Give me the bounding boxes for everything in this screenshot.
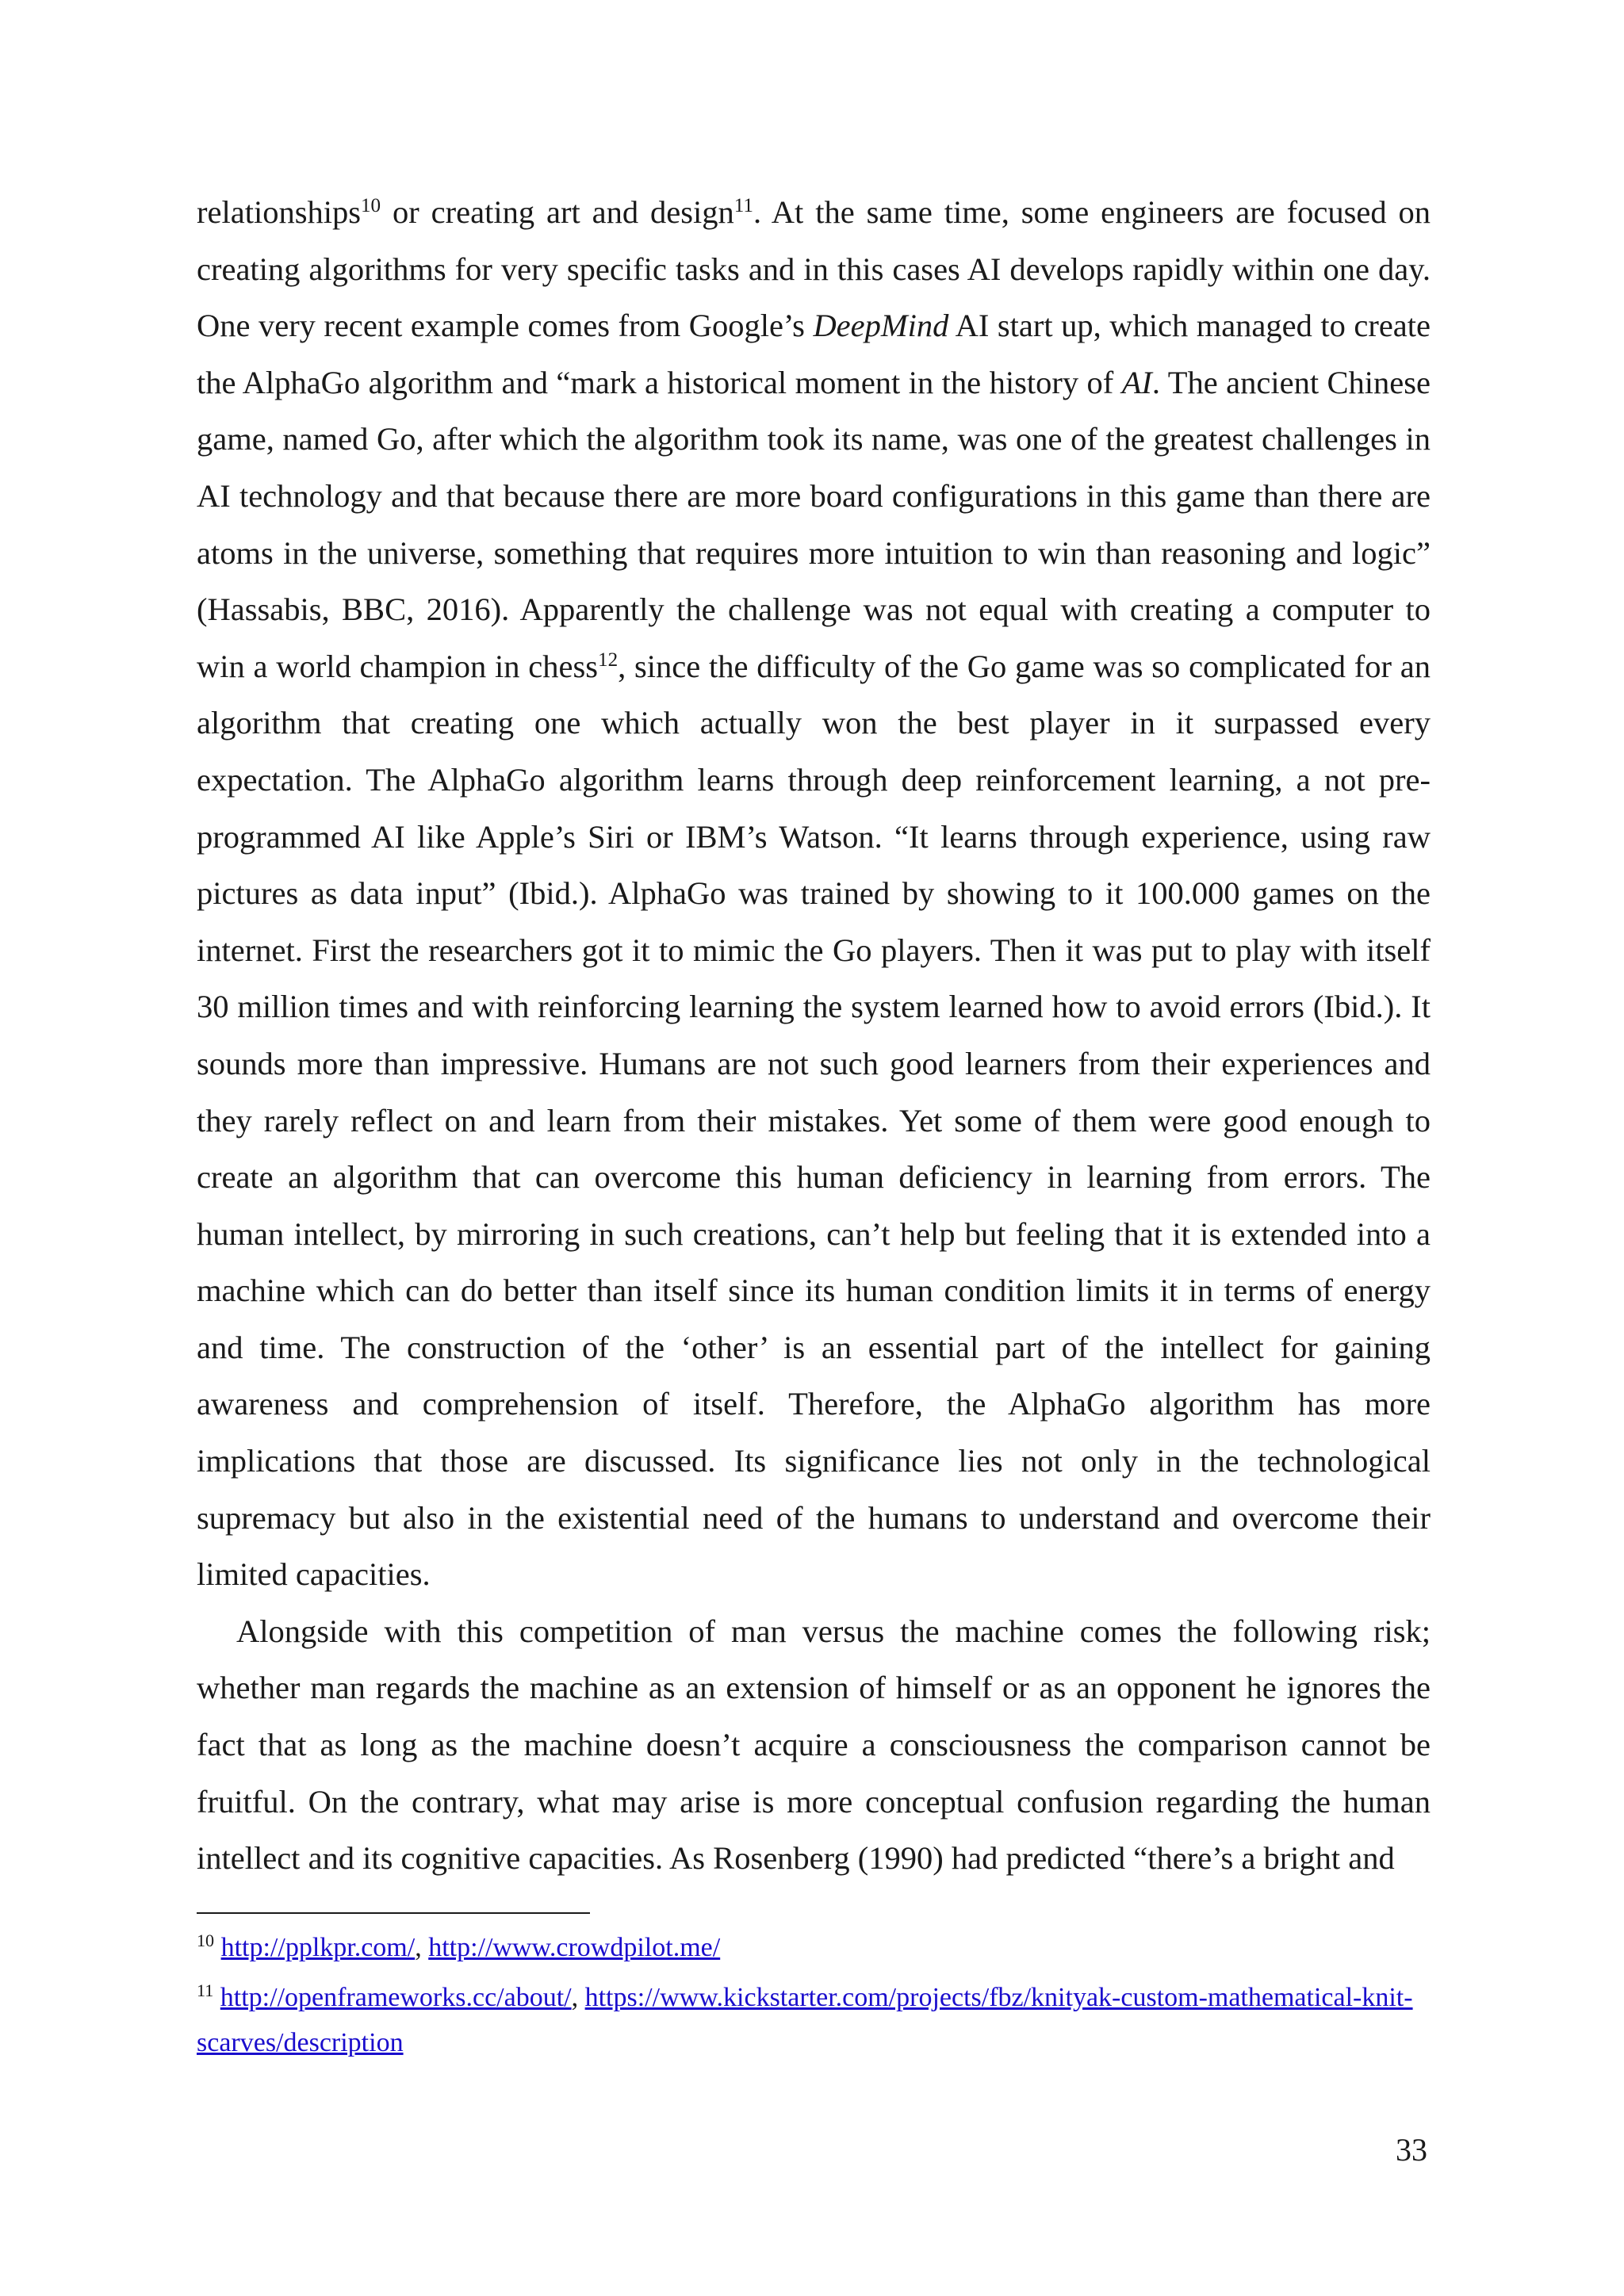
footnote-link[interactable]: http://openframeworks.cc/about/ [220,1983,572,2012]
footnote-reference: 10 [360,195,381,217]
footnote-number: 11 [197,1980,214,2000]
footnote-separator [197,1912,590,1914]
footnotes [197,1925,1431,2065]
paragraph [197,1603,1431,1887]
text-run: . The ancient Chinese game, named Go, after which the algorithm took its name, was one of the greatest challenges in AI technology and that because there are more board configurations in this game than there are atoms in the universe, something that requires more intuition to win than reasoning and logic” (Hassabis, BBC, 2016). Apparently the challenge was not equal with creating a computer to win a world champion in chess [197,364,1431,684]
footnote-reference: 12 [598,649,619,671]
paragraph [197,184,1431,1603]
footnote-link[interactable]: http://pplkpr.com/ [220,1933,416,1962]
footnote [197,1975,1431,2065]
footnote-link[interactable]: https://www.kickstarter.com/projects/fbz/knityak-custom-mathematical-knit-scarves/description [197,1983,1413,2057]
text-run: Alongside with this competition of man versus the machine comes the following risk; whether man regards the machine as an extension of himself or as an opponent he ignores the fact that as long as the machine doesn’t acquire a consciousness the comparison cannot be fruitful. On the contrary, what may arise is more conceptual confusion regarding the human intellect and its cognitive capacities. As Rosenberg (1990) had predicted “there’s a bright and [197,1613,1431,1877]
text-run: AI start up, which managed to create the AlphaGo algorithm and “mark a historical moment in the history of [197,308,1431,400]
footnote-separator-text: , [415,1933,429,1962]
italic-text: AI [1121,364,1152,400]
text-run: , since the difficulty of the Go game was so complicated for an algorithm that creating one which actually won the best player in it surpassed every expectation. The AlphaGo algorithm learns through deep reinforcement learning, a not pre-programmed AI like Apple’s Siri or IBM’s Watson. “It learns through experience, using raw pictures as data input” (Ibid.). AlphaGo was trained by showing to it 100.000 games on the internet. First the researchers got it to mimic the Go players. Then it was put to play with itself 30 million times and with reinforcing learning the system learned how to avoid errors (Ibid.). It sounds more than impressive. Humans are not such good learners from their experiences and they rarely reflect on and learn from their mistakes. Yet some of them were good enough to create an algorithm that can overcome this human deficiency in learning from errors. The human intellect, by mirroring in such creations, can’t help but feeling that it is extended into a machine which can do better than itself since its human condition limits it in terms of energy and time. The construction of the ‘other’ is an essential part of the intellect for gaining awareness and comprehension of itself. Therefore, the AlphaGo algorithm has more implications that those are discussed. Its significance lies not only in the technological supremacy but also in the existential need of the humans to understand and overcome their limited capacities. [197,648,1431,1593]
footnote-link[interactable]: http://www.crowdpilot.me/ [428,1933,721,1962]
footnote [197,1925,1431,1970]
text-run: or creating art and design [381,194,734,230]
text-run: relationships [197,194,361,230]
footnote-separator-text: , [571,1983,585,2012]
footnote-number: 10 [197,1930,215,1950]
body-text [197,184,1431,1887]
italic-text: DeepMind [813,308,949,344]
page-number: 33 [1396,2132,1427,2168]
text-run: . At the same time, some engineers are focused on creating algorithms for very specific tasks and in this cases AI develops rapidly within one day. One very recent example comes from Google’s [197,194,1431,344]
footnote-reference: 11 [733,195,753,217]
